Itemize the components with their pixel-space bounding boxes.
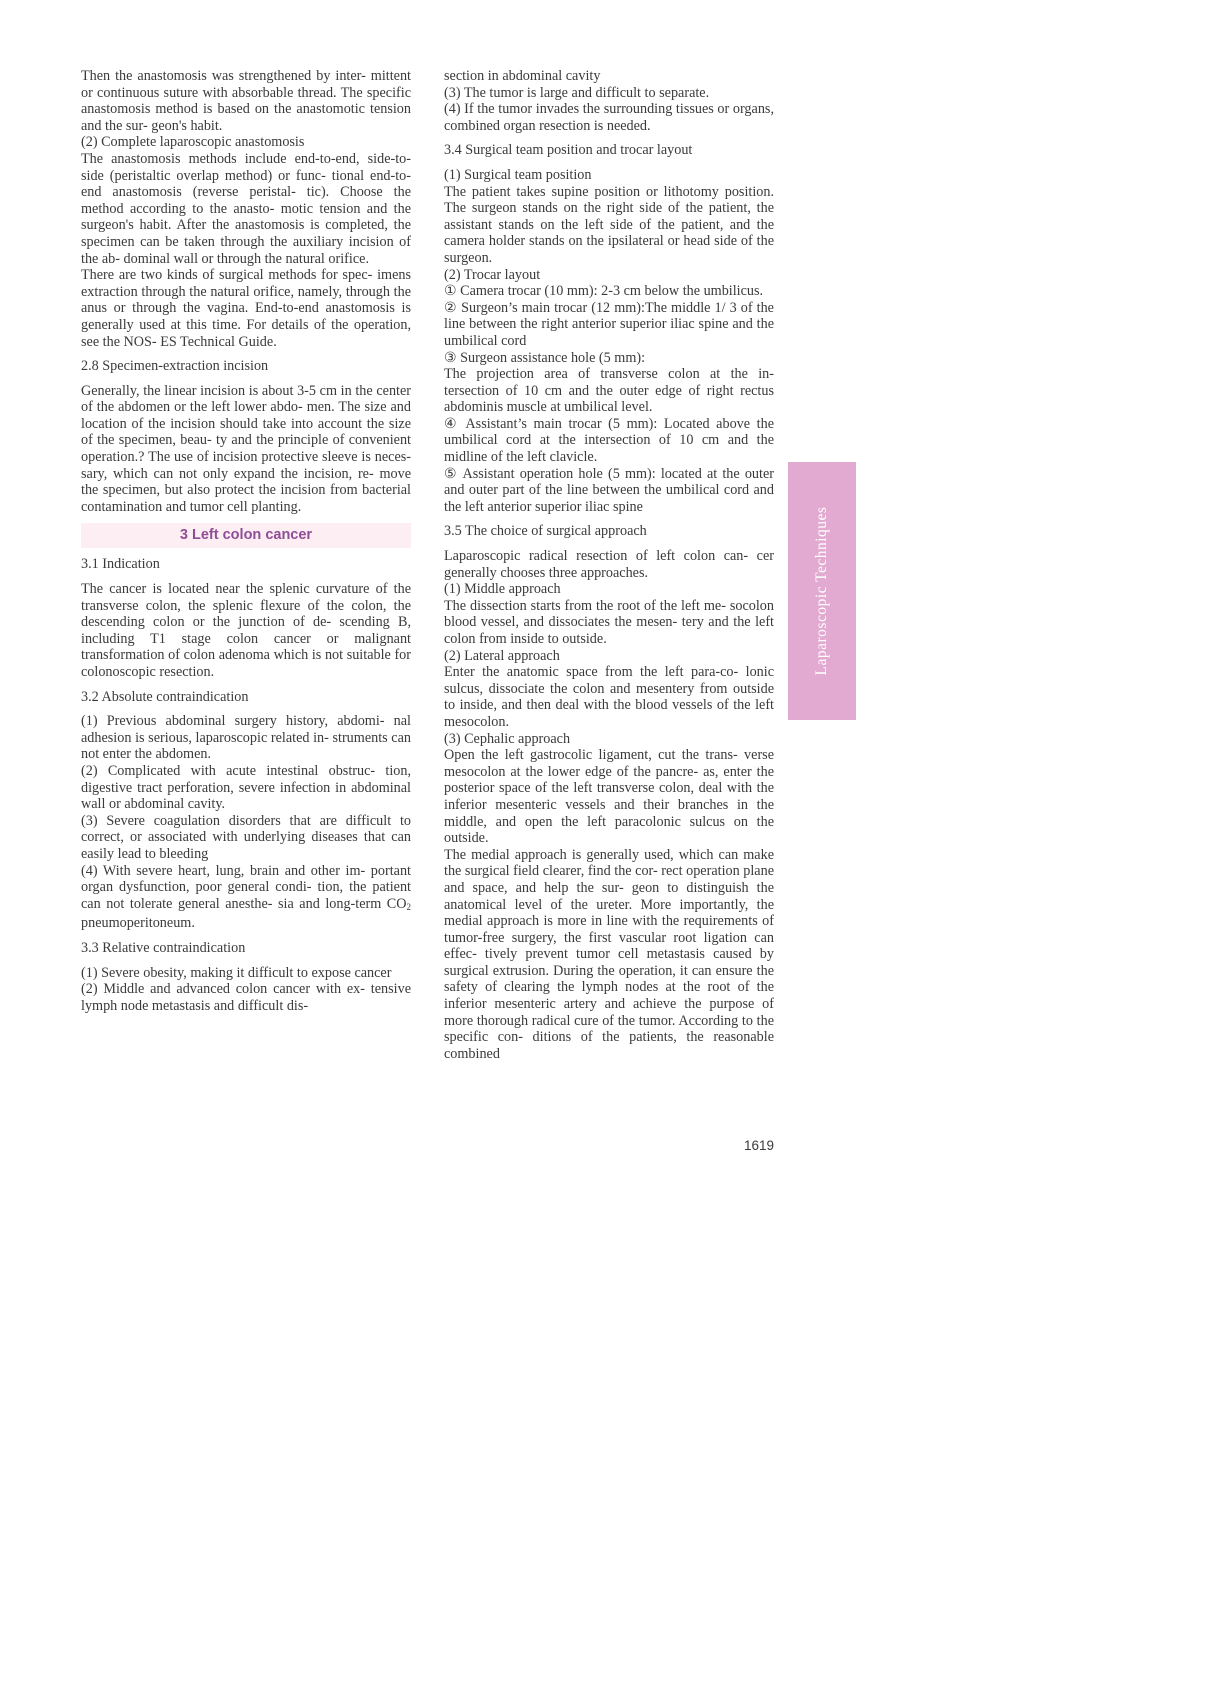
- absolute-contraindication-1: (1) Previous abdominal surgery history, abdomi- nal adhesion is serious, laparoscopic related in- struments can not enter the abdomen.: [81, 713, 411, 763]
- section-3-4-heading: 3.4 Surgical team position and trocar layout: [444, 142, 693, 159]
- trocar-item-2: [444, 300, 774, 350]
- middle-approach-heading: (1) Middle approach: [444, 581, 561, 598]
- trocar-item-4-text: Assistant’s main trocar (5 mm): Located above the umbilical cord at the intersection of 10 cm and the midline of the left clavicle.: [444, 415, 774, 466]
- absolute-contraindication-3: (3) Severe coagulation disorders that are difficult to correct, or associated with underlying diseases that can easily lead to bleeding: [81, 812, 411, 862]
- relative-contraindication-2: (2) Middle and advanced colon cancer with ex- tensive lymph node metastasis and difficult dis-: [81, 981, 411, 1014]
- circled-number-2-icon: ②: [444, 299, 458, 316]
- complete-laparoscopic-paragraph: The anastomosis methods include end-to-end, side-to-side (peristaltic overlap method) or func- tional end-to-end anastomosis (reverse peristal- tic). Choose the method according to the anasto- motic tension and the surgeon's habit. After the anastomosis is completed, the specimen can be taken through the auxiliary incision of the ab- dominal wall or through the natural orifice.: [81, 150, 411, 267]
- side-tab-label: Laparoscopic Techniques: [813, 506, 830, 676]
- trocar-layout-heading: (2) Trocar layout: [444, 266, 541, 283]
- trocar-item-2-text: Surgeon’s main trocar (12 mm):The middle 1/ 3 of the line between the right anterior superior iliac spine and the umbilical cord: [444, 299, 774, 349]
- section-3-banner: 3 Left colon cancer: [81, 523, 411, 548]
- trocar-item-3: [444, 350, 774, 367]
- circled-number-4-icon: ④: [444, 415, 460, 432]
- team-position-heading: (1) Surgical team position: [444, 166, 592, 183]
- complete-laparoscopic-heading: (2) Complete laparoscopic anastomosis: [81, 134, 305, 151]
- section-2-8-paragraph: Generally, the linear incision is about 3-5 cm in the center of the abdomen or the left lower abdo- men. The size and location of the incision should take into account the size of the specimen, beau- ty and the principle of convenient operation.? The use of incision protective sleeve is neces- sary, which can not only expand the incision, re- move the specimen, but also protect the incision from bacterial contamination and tumor cell planting.: [81, 382, 411, 515]
- relative-contraindication-2-continued: section in abdominal cavity: [444, 68, 601, 84]
- absolute-contraindication-4-end: pneumoperitoneum.: [81, 915, 195, 932]
- absolute-contraindication-4: [81, 863, 411, 932]
- lateral-approach-heading: (2) Lateral approach: [444, 647, 560, 664]
- circled-number-3-icon: ③: [444, 349, 457, 366]
- approach-intro-paragraph: Laparoscopic radical resection of left colon can- cer generally chooses three approaches.: [444, 548, 774, 581]
- relative-contraindication-4: (4) If the tumor invades the surrounding tissues or organs, combined organ resection is needed.: [444, 101, 774, 134]
- side-tab: [788, 462, 856, 720]
- medial-approach-paragraph: The medial approach is generally used, which can make the surgical field clearer, find the cor- rect operation plane and space, and help the sur- geon to distinguish the anatomical level of the ureter. More importantly, the medial approach is more in line with the requirements of tumor-free surgery, the first vascular root ligation can effec- tively prevent tumor cell metastasis caused by surgical extrusion. During the operation, it can ensure the safety of clearing the lymph nodes at the root of the inferior mesenteric artery and achieve the purpose of more thorough radical cure of the tumor. According to the specific con- ditions of the patients, the reasonable combined: [444, 846, 774, 1062]
- cephalic-approach-heading: (3) Cephalic approach: [444, 730, 571, 747]
- trocar-item-3-text: Surgeon assistance hole (5 mm):: [456, 349, 646, 366]
- co2-subscript: 2: [406, 901, 411, 912]
- trocar-item-1: [444, 283, 774, 300]
- section-3-3-heading: 3.3 Relative contraindication: [81, 939, 246, 956]
- left-text-column: [81, 68, 411, 1014]
- right-text-column: [444, 68, 774, 1062]
- team-position-paragraph: The patient takes supine position or lithotomy position. The surgeon stands on the right side of the patient, the assistant stands on the left side of the patient, and the camera holder stands on the ipsilateral or head side of the surgeon.: [444, 183, 774, 266]
- cephalic-approach-paragraph: Open the left gastrocolic ligament, cut the trans- verse mesocolon at the lower edge of the pancre- as, enter the posterior space of the left transverse colon, deal with the inferior mesenteric vessels and their branches in the middle, and open the left paracolonic sulcus on the outside.: [444, 747, 774, 847]
- trocar-item-1-text: Camera trocar (10 mm): 2-3 cm below the umbilicus.: [456, 283, 764, 300]
- section-3-1-paragraph: The cancer is located near the splenic curvature of the transverse colon, the splenic flexure of the colon, the descending colon or the junction of de- scending B, including T1 stage colon cancer or malignant transformation of colon adenoma which is not suitable for colonoscopic resection.: [81, 581, 411, 680]
- page-number: 1619: [744, 1138, 775, 1153]
- relative-contraindication-1: (1) Severe obesity, making it difficult to expose cancer: [81, 964, 392, 981]
- absolute-contraindication-2: (2) Complicated with acute intestinal obstruc- tion, digestive tract perforation, severe infection in abdominal wall or abdominal cavity.: [81, 762, 411, 813]
- section-2-8-heading: 2.8 Specimen-extraction incision: [81, 358, 269, 375]
- circled-number-1-icon: ①: [444, 283, 457, 300]
- trocar-item-5: [444, 466, 774, 516]
- middle-approach-paragraph: The dissection starts from the root of the left me- socolon blood vessel, and dissociates the mesen- tery and the left colon from inside to outside.: [444, 597, 774, 647]
- section-3-5-heading: 3.5 The choice of surgical approach: [444, 523, 647, 540]
- section-3-1-heading: 3.1 Indication: [81, 556, 160, 573]
- trocar-item-3-paragraph: The projection area of transverse colon at the in- tersection of 10 cm and the outer edge of right rectus abdominis muscle at umbilical level.: [444, 366, 774, 416]
- extraction-methods-paragraph: There are two kinds of surgical methods for spec- imens extraction through the natural orifice, namely, through the anus or through the vagina. End-to-end anastomosis is generally used at this time. For details of the operation, see the NOS- ES Technical Guide.: [81, 267, 411, 350]
- trocar-item-5-text: Assistant operation hole (5 mm): located at the outer and outer part of the line between the umbilical cord and the left anterior superior iliac spine: [444, 465, 774, 515]
- absolute-contraindication-4-text: (4) With severe heart, lung, brain and other im- portant organ dysfunction, poor general condi- tion, the patient can not tolerate general anesthe- sia and long-term CO: [81, 862, 411, 912]
- relative-contraindication-3: (3) The tumor is large and difficult to separate.: [444, 84, 710, 101]
- anastomosis-paragraph: Then the anastomosis was strengthened by inter- mittent or continuous suture with absorbable thread. The specific anastomosis method is based on the anastomotic tension and the sur- geon's habit.: [81, 68, 411, 134]
- circled-number-5-icon: ⑤: [444, 465, 459, 482]
- lateral-approach-paragraph: Enter the anatomic space from the left para-co- lonic sulcus, dissociate the colon and mesentery from outside to inside, and then deal with the blood vessels of the left mesocolon.: [444, 664, 774, 730]
- section-3-2-heading: 3.2 Absolute contraindication: [81, 688, 249, 705]
- trocar-item-4: [444, 416, 774, 466]
